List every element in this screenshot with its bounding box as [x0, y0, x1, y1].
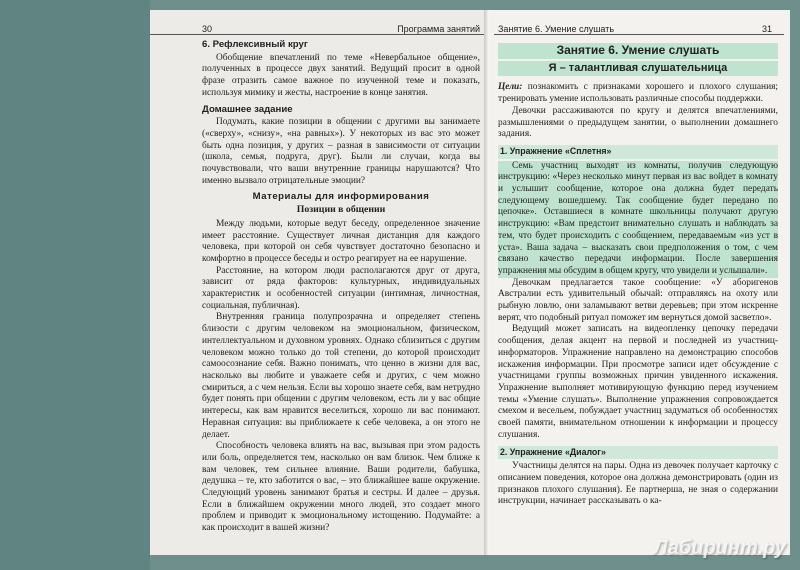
left-page-header: [150, 10, 486, 35]
background-left: [0, 0, 150, 570]
exercise-1-text-2: Девочкам предлагается такое сообщение: «У аборигенов Австралии есть удивительный обычай: отправляясь на охоту или рыбную ловлю, они заламывают ветви деревьев; при этом искренне верят, что подобный ритуал поможет им вернуться домой засветло».: [498, 277, 778, 323]
paragraph: Между людьми, которые ведут беседу, определенное значение имеет расстояние. Существует личная дистанция для каждого человека, при которой он себя чувствует достаточно безопасно и комфортно в процессе беседы и остро реагирует на ее нарушение.: [202, 218, 480, 264]
right-page-body: [490, 43, 790, 508]
goals-label: Цели:: [498, 82, 523, 93]
materials-subheading: Позиции в общении: [296, 204, 386, 216]
exercise-1-heading: 1. Упражнение «Сплетня»: [498, 145, 778, 159]
paragraph: Расстояние, на котором люди располагаются друг от друга, зависит от ряда факторов: культурных, индивидуальных характеристик и особенностей ситуации (интимная, личностная, социальная, публичная).: [202, 265, 480, 311]
paragraph: Внутренняя граница полупрозрачна и определяет степень близости с другим человеком на эмоциональном, физическом, интеллектуальном и духовном уровнях. Однако сблизиться с другим человеком можно только до той степени, до которой происходит самоосознание себя. Важно понимать, что ценно в жизни для вас, насколько вы любите и уважаете себя и других, с чем можно смириться, а с чем нельзя. Если вы хорошо знаете себя, вам нетрудно будет понять при общении с другим человеком, есть ли у вас общие интересы, как вам нравится веселиться, хорошо ли вас понимают. Неравная ситуация: вы приближаете к себе человека, а он этого не делает.: [202, 312, 480, 440]
homework-text: Подумать, какие позиции в общении с другими вы занимаете («сверху», «снизу», «на равных»). У некоторых из вас это может быть одна позиция, у других – разная в зависимости от ситуации (школа, семья, подруга, друг). Были ли случаи, когда вы почувствовали, что ваши внутренние границы нарушаются? Что именно вызвало отрицательные эмоции?: [202, 117, 480, 186]
right-page-number: 31: [761, 24, 772, 34]
reflexive-circle-heading: 6. Рефлексивный круг: [202, 39, 308, 50]
exercise-2-text: Участницы делятся на пары. Одна из девочек получает карточку с описанием поведения, которое она должна демонстрировать (один из признаков плохого слушания). Ее партнерша, не зная о содержании инструкции, начинает рассказывать о ка-: [498, 461, 778, 507]
paragraph: Способность человека влиять на вас, вызывая при этом радость или боль, определяется тем, насколько он вам близок. Чем ближе к вам человек, тем сильнее влияние. Ваши родители, бабушка, дедушка – те, кто заботится о вас, – это ближайшее ваше окружение. Следующий уровень занимают братья и сестры. И далее – друзья. Если в ближайшем окружении много людей, это создает много проблем и приводит к эмоциональному истощению. Подумайте: а как происходит в вашей жизни?: [202, 441, 480, 534]
exercise-2-heading: 2. Упражнение «Диалог»: [498, 446, 778, 460]
lesson-title: Занятие 6. Умение слушать: [498, 43, 778, 59]
intro-text: Девочки рассаживаются по кругу и делятся впечатлениями, размышлениями о предыдущем занятии, о выполнении домашнего задания.: [498, 105, 778, 140]
right-page: [490, 10, 790, 555]
exercise-1-text: Семь участниц выходят из комнаты, получив следующую инструкцию: «Через несколько минут первая из вас войдет в комнату и услышит сообщение, которое она должна будет передать следующему вошедшему. Так сообщение будет передано по цепочке». Оставшиеся в комнате школьницы получают другую инструкцию: «Вам предстоит внимательно слушать и наблюдать за тем, что будет происходить с сообщением, передаваемым «из уст в уста». Ваша задача – высказать свои предположения о том, с чем связано качество передачи информации. После завершения упражнения мы обсудим в общем кругу, что увидели и услышали».: [498, 160, 778, 276]
exercise-1-text-3: Ведущий может записать на видеопленку цепочку передачи сообщения, делая акцент на первой и последней из участниц-информаторов. Упражнение направлено на демонстрацию способов искажения информации. При просмотре записи идет обсуждение с участницами группы возможных причин увиденного искажения. Упражнение выполняет мотивирующую функцию перед изучением темы «Умение слушать». Выполнение упражнения сопровождается смехом и весельем, побуждает участниц задуматься об особенностях своей памяти, внимательном отношении к информации и процессу слушания.: [498, 324, 778, 440]
left-page-number: 30: [202, 24, 213, 34]
materials-heading: Материалы для информирования: [252, 191, 430, 203]
watermark-logo: Лабиринт.ру: [653, 537, 786, 559]
left-page-body: [150, 39, 490, 535]
left-running-title: Программа занятий: [397, 24, 480, 34]
reflexive-circle-text: Обобщение впечатлений по теме «Невербальное общение», полученных в процессе двух занятий. Ведущий просит в одной фразе отразить самое важное по изученной теме и показать, используя мимику и жесты, настроение в конце занятия.: [202, 52, 480, 98]
lesson-subtitle: Я – талантливая слушательница: [498, 61, 778, 77]
right-running-title: Занятие 6. Умение слушать: [498, 24, 615, 34]
right-page-header: [494, 10, 784, 35]
homework-heading: Домашнее задание: [202, 103, 293, 115]
goals-text: познакомить с признаками хорошего и плохого слушания; тренировать умение использовать различные способы поддержки.: [498, 82, 779, 105]
left-page: [150, 10, 490, 555]
